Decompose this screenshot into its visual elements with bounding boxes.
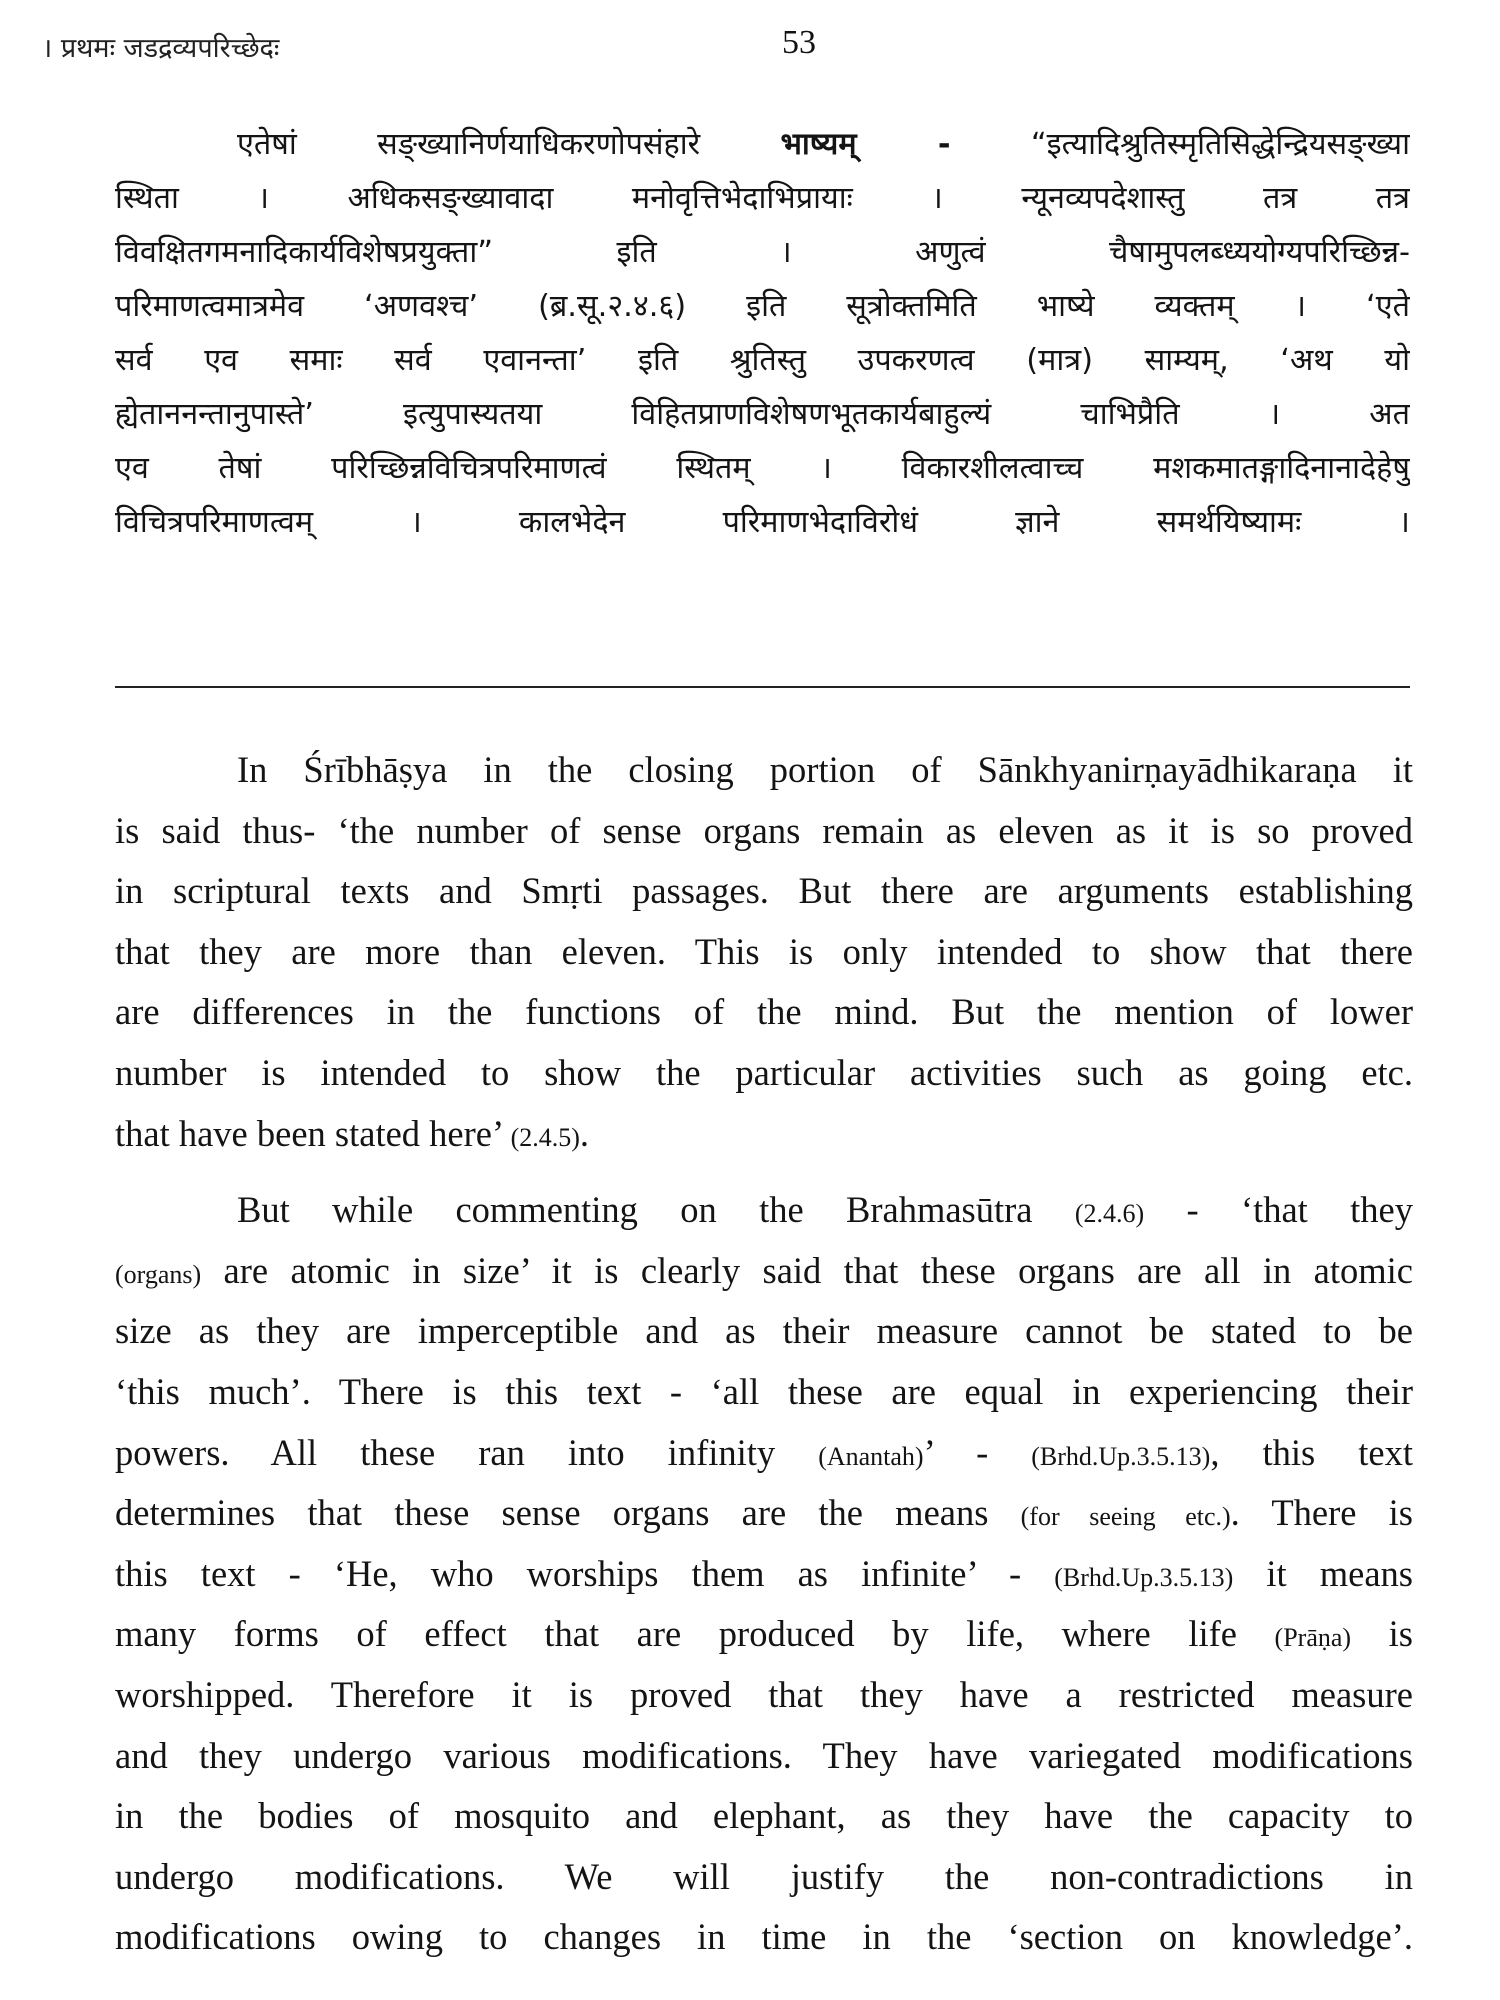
en-p1-line-3: in scriptural texts and Smṛti passages. But there are arguments establishing [115, 870, 1413, 912]
english-translation [115, 740, 1413, 1968]
sanskrit-line-6: ह्येताननन्तानुपास्ते’ इत्युपास्यतया विहितप्राणविशेषणभूतकार्यबाहुल्यं चाभिप्रैति । अत [115, 397, 1410, 432]
en-p2-line-12: undergo modifications. We will justify the non-contradictions in [115, 1855, 1413, 1897]
gloss: (organs) [115, 1259, 202, 1289]
citation: (Brhd.Up.3.5.13) [1031, 1441, 1211, 1471]
en-p1-line-4: that they are more than eleven. This is only intended to show that there [115, 930, 1413, 972]
citation: (2.4.5) [510, 1122, 580, 1152]
en-p2-line-4: ‘this much’. There is this text - ‘all these are equal in experiencing their [115, 1370, 1413, 1412]
en-p2-line-9: worshipped. Therefore it is proved that they have a restricted measure [115, 1673, 1413, 1715]
gloss: (Anantah) [818, 1441, 924, 1471]
gloss: (Prāṇa) [1274, 1623, 1352, 1653]
en-p2-line-1: But while commenting on the Brahmasūtra (2.4.6) - ‘that they [237, 1189, 1413, 1231]
en-p2-line-6: determines that these sense organs are the means (for seeing etc.). There is [115, 1492, 1413, 1534]
en-p2-line-5: powers. All these ran into infinity (Anantah)’ - (Brhd.Up.3.5.13), this text [115, 1431, 1413, 1473]
en-p2-line-10: and they undergo various modifications. They have variegated modifications [115, 1734, 1413, 1776]
running-header [42, 22, 1442, 72]
en-p1-line-1: In Śrībhāṣya in the closing portion of Sānkhyanirṇayādhikaraṇa it [237, 749, 1413, 790]
citation: (2.4.6) [1074, 1199, 1145, 1229]
en-p2-line-2: (organs) are atomic in size’ it is clearly said that these organs are all in atomic [115, 1249, 1413, 1291]
en-p2-line-3: size as they are imperceptible and as their measure cannot be stated to be [115, 1310, 1413, 1352]
sanskrit-paragraph [115, 118, 1410, 550]
sanskrit-line-1: एतेषां सङ्ख्यानिर्णयाधिकरणोपसंहारे भाष्यम् - “इत्यादिश्रुतिस्मृतिसिद्धेन्द्रियसङ्ख्या [237, 127, 1410, 162]
bhashyam-label: भाष्यम् - [780, 127, 951, 162]
en-p2-line-11: in the bodies of mosquito and elephant, as they have the capacity to [115, 1795, 1413, 1837]
section-divider [115, 686, 1410, 688]
en-p2-line-13: modifications owing to changes in time in the ‘section on knowledge’. [115, 1916, 1413, 1958]
en-p1-line-5: are differences in the functions of the mind. But the mention of lower [115, 991, 1413, 1033]
page-number: 53 [782, 24, 816, 61]
running-title: । प्रथमः जडद्रव्यपरिच्छेदः [42, 33, 280, 64]
sanskrit-line-7: एव तेषां परिच्छिन्नविचित्रपरिमाणत्वं स्थितम् । विकारशीलत्वाच्च मशकमातङ्गादिनानादेहेषु [115, 451, 1410, 486]
paragraph-gap [115, 1164, 1413, 1180]
citation: (Brhd.Up.3.5.13) [1054, 1562, 1234, 1592]
en-p1-line-6: number is intended to show the particular activities such as going etc. [115, 1051, 1413, 1093]
sanskrit-line-3: विवक्षितगमनादिकार्यविशेषप्रयुक्ता” इति । अणुत्वं चैषामुपलब्ध्ययोग्यपरिच्छिन्न- [115, 235, 1410, 270]
en-p2-line-8: many forms of effect that are produced by life, where life (Prāṇa) is [115, 1613, 1413, 1655]
en-p1-line-2: is said thus- ‘the number of sense organs remain as eleven as it is so proved [115, 809, 1413, 851]
sanskrit-line-4: परिमाणत्वमात्रमेव ‘अणवश्च’ (ब्र.सू.२.४.६) इति सूत्रोक्तमिति भाष्ये व्यक्तम् । ‘एते [115, 289, 1410, 324]
en-p1-line-7: that have been stated here’ (2.4.5). [115, 1112, 590, 1154]
sanskrit-line-8: विचित्रपरिमाणत्वम् । कालभेदेन परिमाणभेदाविरोधं ज्ञाने समर्थयिष्यामः । [115, 505, 1410, 540]
gloss: (for seeing etc.) [1020, 1502, 1231, 1532]
en-p2-line-7: this text - ‘He, who worships them as infinite’ - (Brhd.Up.3.5.13) it means [115, 1552, 1413, 1594]
sanskrit-line-2: स्थिता । अधिकसङ्ख्यावादा मनोवृत्तिभेदाभिप्रायाः । न्यूनव्यपदेशास्तु तत्र तत्र [115, 181, 1410, 216]
sanskrit-line-5: सर्व एव समाः सर्व एवानन्ता’ इति श्रुतिस्तु उपकरणत्व (मात्र) साम्यम्, ‘अथ यो [115, 343, 1410, 378]
